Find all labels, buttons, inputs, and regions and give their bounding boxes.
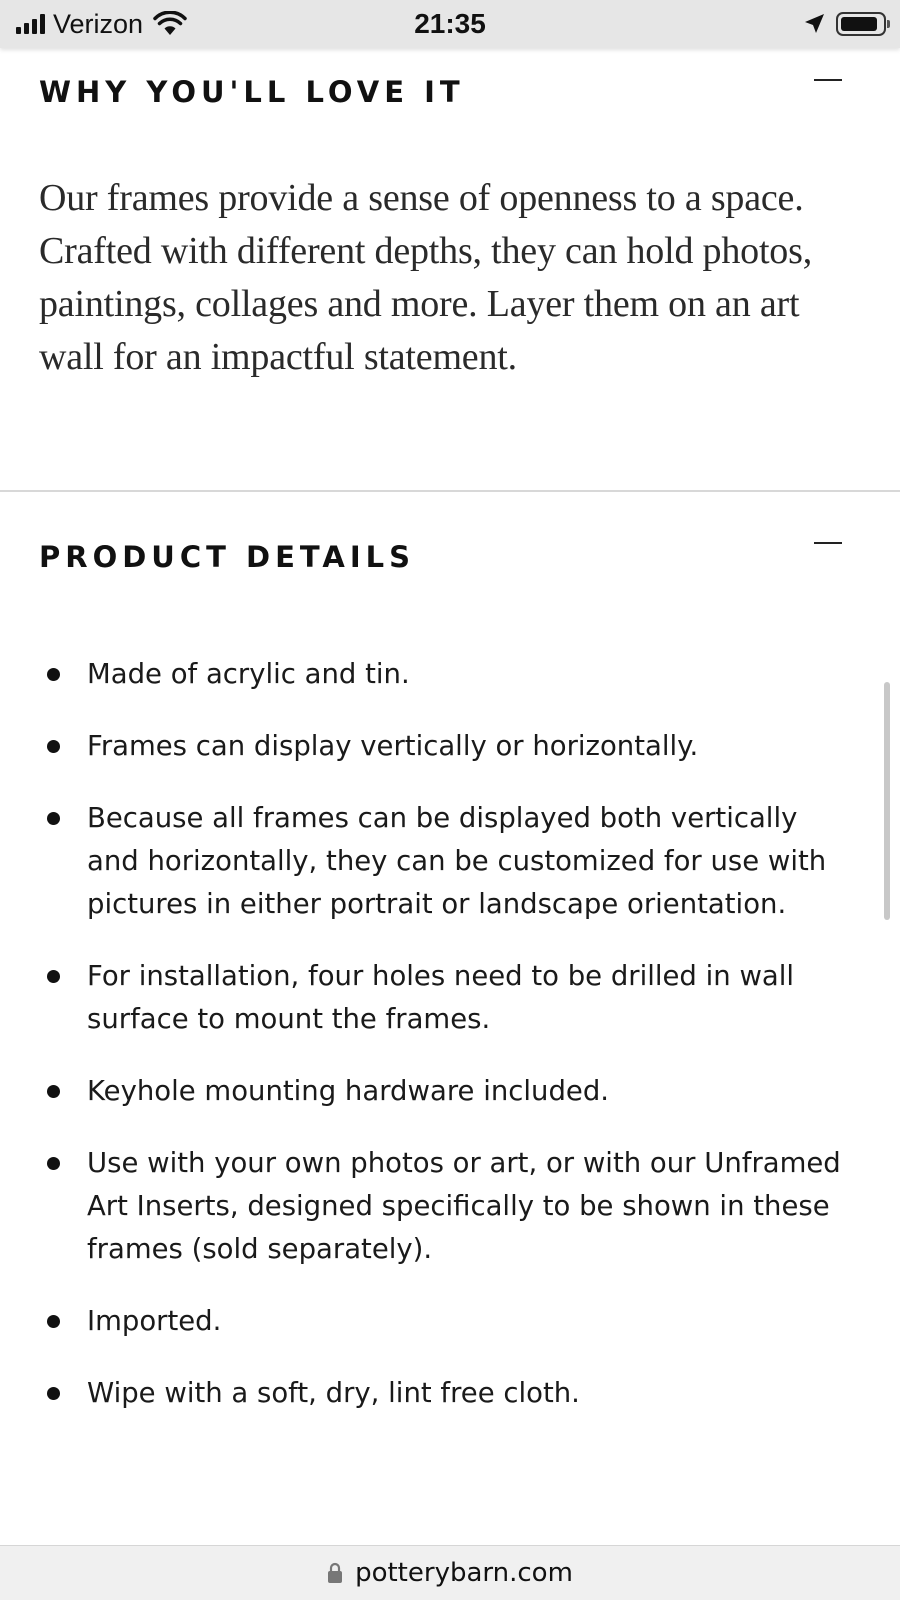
list-item-text: Keyhole mounting hardware included.	[87, 1075, 610, 1107]
status-bar	[0, 0, 900, 48]
list-item-text: Frames can display vertically or horizontally.	[87, 730, 699, 762]
bullet-icon	[47, 740, 60, 753]
list-item	[0, 797, 900, 926]
url-bar[interactable]	[0, 1545, 900, 1600]
why-section-collapse-icon[interactable]	[814, 79, 842, 81]
why-section-body: Our frames provide a sense of openness to a space. Crafted with different depths, they can hold photos, paintings, collages and more. Layer them on an art wall for an impactful statement.	[39, 177, 812, 378]
clock: 21:35	[414, 8, 486, 39]
list-item-text: Use with your own photos or art, or with our Unframed Art Inserts, designed specifically to be shown in these frames (sold separately).	[87, 1147, 841, 1265]
location-arrow-icon	[802, 12, 826, 36]
product-details-list	[0, 653, 900, 1444]
status-right	[802, 8, 886, 40]
bullet-icon	[47, 1387, 60, 1400]
bullet-icon	[47, 668, 60, 681]
list-item	[0, 1070, 900, 1113]
list-item-text: Imported.	[87, 1305, 222, 1337]
bullet-icon	[47, 812, 60, 825]
section-divider	[0, 490, 900, 492]
bullet-icon	[47, 1085, 60, 1098]
list-item	[0, 725, 900, 768]
why-section-title: WHY YOU'LL LOVE IT	[39, 75, 465, 109]
list-item	[0, 653, 900, 696]
product-details-title: PRODUCT DETAILS	[39, 540, 416, 574]
battery-icon	[836, 12, 886, 36]
lock-icon	[327, 1562, 343, 1584]
list-item	[0, 1142, 900, 1271]
list-item	[0, 1300, 900, 1343]
bullet-icon	[47, 1157, 60, 1170]
list-item-text: Wipe with a soft, dry, lint free cloth.	[87, 1377, 580, 1409]
list-item-text: Made of acrylic and tin.	[87, 658, 410, 690]
carrier-name: Verizon	[53, 8, 144, 39]
list-item	[0, 1372, 900, 1415]
list-item	[0, 955, 900, 1041]
list-item-text: Because all frames can be displayed both vertically and horizontally, they can be customized for use with pictures in either portrait or landscape orientation.	[87, 802, 827, 920]
bullet-icon	[47, 970, 60, 983]
scrollbar[interactable]	[884, 682, 890, 920]
url-text[interactable]: potterybarn.com	[355, 1558, 573, 1588]
bullet-icon	[47, 1315, 60, 1328]
list-item-text: For installation, four holes need to be drilled in wall surface to mount the frames.	[87, 960, 795, 1035]
product-details-collapse-icon[interactable]	[814, 542, 842, 544]
